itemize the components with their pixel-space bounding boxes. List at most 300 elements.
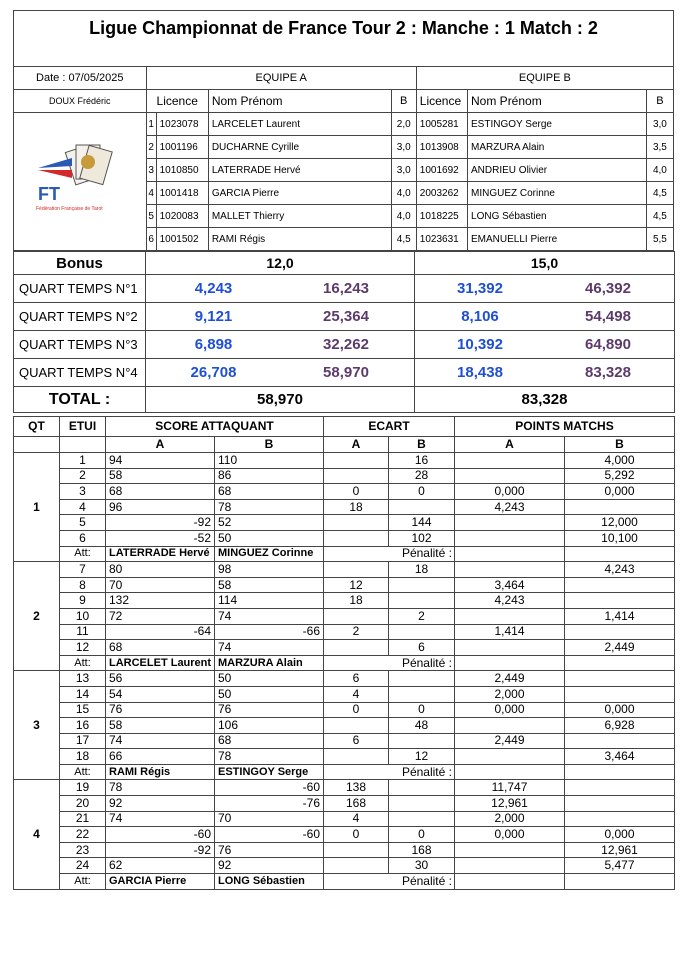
ecart-a-value xyxy=(324,858,389,874)
ecart-b-value: 102 xyxy=(389,530,455,546)
team-a-player-number: 2 xyxy=(146,136,156,159)
etui-number: 16 xyxy=(60,718,106,734)
quarter-label: QUART TEMPS N°4 xyxy=(14,359,146,387)
penalite-b-value xyxy=(565,764,675,780)
etui-row xyxy=(14,640,675,656)
team-b-player-licence: 2003262 xyxy=(416,182,467,205)
team-b-name-header: Nom Prénom xyxy=(468,90,647,113)
ecart-a-value: 18 xyxy=(324,593,389,609)
points-b-value: 12,961 xyxy=(565,842,675,858)
points-b-value: 4,000 xyxy=(565,453,675,469)
team-b-b-header: B xyxy=(646,90,673,113)
etui-row xyxy=(14,515,675,531)
team-a-quarter-cumulative: 25,364 xyxy=(323,308,369,325)
team-a-bonus: 12,0 xyxy=(146,252,415,275)
etui-number: 20 xyxy=(60,796,106,812)
team-b-player-b: 3,0 xyxy=(646,113,673,136)
etui-row xyxy=(14,811,675,827)
points-a-value xyxy=(455,515,565,531)
ecart-a-value: 6 xyxy=(324,733,389,749)
points-a-value: 12,961 xyxy=(455,796,565,812)
team-a-quarter-cumulative: 58,970 xyxy=(323,364,369,381)
score-a-value: 68 xyxy=(106,484,215,500)
team-a-player-number: 6 xyxy=(146,228,156,251)
quarter-number: 1 xyxy=(14,453,60,562)
etui-row xyxy=(14,608,675,624)
attaquant-row xyxy=(14,764,675,780)
team-b-player-licence: 1013908 xyxy=(416,136,467,159)
score-b-value: -66 xyxy=(215,624,324,640)
penalite-label: Pénalité : xyxy=(324,655,455,671)
ecart-b-value xyxy=(389,686,455,702)
team-a-player-name: LARCELET Laurent xyxy=(208,113,391,136)
score-b-value: 50 xyxy=(215,686,324,702)
team-b-quarter-score: 18,438 xyxy=(457,364,503,381)
quarter-row xyxy=(14,331,675,359)
score-b-value: 76 xyxy=(215,842,324,858)
attaquant-row xyxy=(14,655,675,671)
ecart-a-value: 18 xyxy=(324,499,389,515)
etui-row xyxy=(14,827,675,843)
etui-number: 17 xyxy=(60,733,106,749)
etui-row xyxy=(14,530,675,546)
etui-number: 5 xyxy=(60,515,106,531)
score-b-value: 50 xyxy=(215,530,324,546)
etui-number: 12 xyxy=(60,640,106,656)
ecart-a-header: A xyxy=(324,437,389,453)
team-a-player-licence: 1001418 xyxy=(156,182,208,205)
attaquant-a-name: RAMI Régis xyxy=(106,764,215,780)
score-a-value: 68 xyxy=(106,640,215,656)
team-a-b-header: B xyxy=(391,90,416,113)
ecart-b-value xyxy=(389,733,455,749)
points-b-value: 6,928 xyxy=(565,718,675,734)
team-a-player-number: 3 xyxy=(146,159,156,182)
etui-row xyxy=(14,858,675,874)
penalite-label: Pénalité : xyxy=(324,874,455,890)
ecart-b-value: 12 xyxy=(389,749,455,765)
score-a-value: 58 xyxy=(106,468,215,484)
team-a-player-name: MALLET Thierry xyxy=(208,205,391,228)
etui-number: 21 xyxy=(60,811,106,827)
team-a-quarter-cell xyxy=(146,303,415,331)
points-a-value: 3,464 xyxy=(455,577,565,593)
points-b-value xyxy=(565,593,675,609)
team-a-player-name: GARCIA Pierre xyxy=(208,182,391,205)
ecart-a-value: 168 xyxy=(324,796,389,812)
team-a-player-licence: 1010850 xyxy=(156,159,208,182)
team-b-quarter-cumulative: 46,392 xyxy=(585,280,631,297)
etui-number: 19 xyxy=(60,780,106,796)
penalite-label: Pénalité : xyxy=(324,546,455,562)
penalite-label: Pénalité : xyxy=(324,764,455,780)
etui-number: 8 xyxy=(60,577,106,593)
team-b-quarter-cell xyxy=(415,331,675,359)
score-a-value: -92 xyxy=(106,842,215,858)
team-a-player-number: 5 xyxy=(146,205,156,228)
points-b-value xyxy=(565,624,675,640)
ecart-b-value: 30 xyxy=(389,858,455,874)
team-a-player-licence: 1001502 xyxy=(156,228,208,251)
points-a-value: 1,414 xyxy=(455,624,565,640)
ecart-a-value: 0 xyxy=(324,484,389,500)
score-a-value: 70 xyxy=(106,577,215,593)
score-a-value: -92 xyxy=(106,515,215,531)
etui-header: ETUI xyxy=(60,417,106,437)
team-b-player-b: 5,5 xyxy=(646,228,673,251)
penalite-a-value xyxy=(455,546,565,562)
points-a-value xyxy=(455,718,565,734)
team-a-quarter-cell xyxy=(146,331,415,359)
ecart-b-value: 168 xyxy=(389,842,455,858)
etui-number: 6 xyxy=(60,530,106,546)
ecart-a-value xyxy=(324,562,389,578)
ftt-logo xyxy=(32,140,132,230)
team-b-quarter-cell xyxy=(415,303,675,331)
team-b-player-name: ESTINGOY Serge xyxy=(468,113,647,136)
ecart-a-value xyxy=(324,842,389,858)
score-a-header: A xyxy=(106,437,215,453)
points-a-value: 0,000 xyxy=(455,702,565,718)
results-table xyxy=(13,251,675,413)
penalite-b-value xyxy=(565,874,675,890)
etui-row xyxy=(14,796,675,812)
score-b-value: -60 xyxy=(215,780,324,796)
score-b-value: 78 xyxy=(215,499,324,515)
team-a-quarter-score: 4,243 xyxy=(194,280,233,297)
attaquant-a-name: LATERRADE Hervé xyxy=(106,546,215,562)
points-a-value: 2,449 xyxy=(455,733,565,749)
team-b-player-name: ANDRIEU Olivier xyxy=(468,159,647,182)
points-b-value xyxy=(565,577,675,593)
team-a-player-name: LATERRADE Hervé xyxy=(208,159,391,182)
ecart-a-value: 12 xyxy=(324,577,389,593)
ecart-b-value: 16 xyxy=(389,453,455,469)
ecart-a-value xyxy=(324,515,389,531)
points-a-value xyxy=(455,749,565,765)
ecart-b-value xyxy=(389,624,455,640)
team-b-quarter-score: 31,392 xyxy=(457,280,503,297)
team-b-player-name: MARZURA Alain xyxy=(468,136,647,159)
points-b-value xyxy=(565,733,675,749)
score-b-value: 68 xyxy=(215,733,324,749)
ecart-b-value xyxy=(389,811,455,827)
attaquant-b-name: LONG Sébastien xyxy=(215,874,324,890)
points-a-value: 2,000 xyxy=(455,811,565,827)
logo-letters: FT xyxy=(38,184,60,204)
etui-number: 7 xyxy=(60,562,106,578)
score-b-value: 70 xyxy=(215,811,324,827)
team-a-player-b: 4,0 xyxy=(391,182,416,205)
etui-row xyxy=(14,593,675,609)
points-b-value: 5,477 xyxy=(565,858,675,874)
score-a-value: 96 xyxy=(106,499,215,515)
team-a-player-b: 2,0 xyxy=(391,113,416,136)
etui-number: 4 xyxy=(60,499,106,515)
score-b-value: 74 xyxy=(215,608,324,624)
attaquant-a-name: LARCELET Laurent xyxy=(106,655,215,671)
score-b-value: 92 xyxy=(215,858,324,874)
ecart-a-value: 4 xyxy=(324,811,389,827)
penalite-b-value xyxy=(565,655,675,671)
ecart-a-value: 0 xyxy=(324,827,389,843)
ecart-b-value: 48 xyxy=(389,718,455,734)
team-b-licence-header: Licence xyxy=(416,90,467,113)
team-a-player-b: 4,5 xyxy=(391,228,416,251)
match-date: Date : 07/05/2025 xyxy=(14,67,147,90)
team-a-player-number: 1 xyxy=(146,113,156,136)
ecart-b-header: B xyxy=(389,437,455,453)
etui-row xyxy=(14,624,675,640)
team-b-player-b: 3,5 xyxy=(646,136,673,159)
team-b-player-name: EMANUELLI Pierre xyxy=(468,228,647,251)
ecart-b-value: 0 xyxy=(389,702,455,718)
score-a-value: 66 xyxy=(106,749,215,765)
team-a-player-b: 4,0 xyxy=(391,205,416,228)
ecart-b-value xyxy=(389,671,455,687)
score-a-value: 94 xyxy=(106,453,215,469)
score-a-value: 58 xyxy=(106,718,215,734)
score-a-value: -64 xyxy=(106,624,215,640)
points-b-value: 0,000 xyxy=(565,484,675,500)
att-label: Att: xyxy=(60,546,106,562)
ecart-a-value xyxy=(324,608,389,624)
bonus-label: Bonus xyxy=(14,252,146,275)
points-b-value xyxy=(565,780,675,796)
score-a-value: 54 xyxy=(106,686,215,702)
etui-row xyxy=(14,749,675,765)
attaquant-b-name: MARZURA Alain xyxy=(215,655,324,671)
points-a-value: 4,243 xyxy=(455,499,565,515)
team-b-player-b: 4,5 xyxy=(646,205,673,228)
attaquant-a-name: GARCIA Pierre xyxy=(106,874,215,890)
etui-number: 22 xyxy=(60,827,106,843)
att-label: Att: xyxy=(60,764,106,780)
ecart-b-value xyxy=(389,796,455,812)
score-b-value: -76 xyxy=(215,796,324,812)
points-a-value xyxy=(455,453,565,469)
ecart-b-value: 144 xyxy=(389,515,455,531)
points-a-value: 11,747 xyxy=(455,780,565,796)
score-b-value: 50 xyxy=(215,671,324,687)
points-matchs-header: POINTS MATCHS xyxy=(455,417,675,437)
team-b-quarter-score: 10,392 xyxy=(457,336,503,353)
team-a-licence-header: Licence xyxy=(146,90,208,113)
team-b-player-name: MINGUEZ Corinne xyxy=(468,182,647,205)
team-a-quarter-score: 9,121 xyxy=(194,308,233,325)
referee-name: DOUX Frédéric xyxy=(14,90,147,113)
points-a-value: 0,000 xyxy=(455,827,565,843)
quarter-row xyxy=(14,359,675,387)
etui-row xyxy=(14,484,675,500)
team-b-player-licence: 1001692 xyxy=(416,159,467,182)
score-a-value: 92 xyxy=(106,796,215,812)
points-a-value: 0,000 xyxy=(455,484,565,500)
etui-row xyxy=(14,562,675,578)
points-b-value: 1,414 xyxy=(565,608,675,624)
etui-row xyxy=(14,453,675,469)
ecart-a-value: 4 xyxy=(324,686,389,702)
att-label: Att: xyxy=(60,655,106,671)
etui-number: 3 xyxy=(60,484,106,500)
points-a-value xyxy=(455,468,565,484)
etui-row xyxy=(14,686,675,702)
ecart-a-value xyxy=(324,749,389,765)
points-b-header: B xyxy=(565,437,675,453)
team-a-player-licence: 1020083 xyxy=(156,205,208,228)
etui-row xyxy=(14,702,675,718)
quarter-number: 2 xyxy=(14,562,60,671)
team-b-player-licence: 1023631 xyxy=(416,228,467,251)
penalite-a-value xyxy=(455,764,565,780)
total-label: TOTAL : xyxy=(14,387,146,413)
etui-number: 11 xyxy=(60,624,106,640)
team-b-quarter-cell xyxy=(415,359,675,387)
score-a-value: -60 xyxy=(106,827,215,843)
points-a-value: 2,000 xyxy=(455,686,565,702)
score-a-value: 72 xyxy=(106,608,215,624)
team-a-player-number: 4 xyxy=(146,182,156,205)
score-b-value: 74 xyxy=(215,640,324,656)
team-b-quarter-score: 8,106 xyxy=(461,308,499,325)
etui-row xyxy=(14,780,675,796)
team-b-player-licence: 1018225 xyxy=(416,205,467,228)
att-label: Att: xyxy=(60,874,106,890)
ecart-a-value xyxy=(324,468,389,484)
score-b-value: 110 xyxy=(215,453,324,469)
team-a-quarter-cumulative: 16,243 xyxy=(323,280,369,297)
penalite-a-value xyxy=(455,655,565,671)
ecart-a-value xyxy=(324,530,389,546)
team-a-quarter-cumulative: 32,262 xyxy=(323,336,369,353)
score-a-value: -52 xyxy=(106,530,215,546)
etui-number: 23 xyxy=(60,842,106,858)
quarter-number: 4 xyxy=(14,780,60,889)
ecart-b-value xyxy=(389,780,455,796)
score-b-value: 86 xyxy=(215,468,324,484)
points-b-value xyxy=(565,811,675,827)
team-b-name: EQUIPE B xyxy=(416,67,673,90)
score-a-value: 74 xyxy=(106,811,215,827)
points-a-value xyxy=(455,530,565,546)
quarter-label: QUART TEMPS N°2 xyxy=(14,303,146,331)
quarter-label: QUART TEMPS N°1 xyxy=(14,275,146,303)
etui-number: 14 xyxy=(60,686,106,702)
team-b-quarter-cumulative: 64,890 xyxy=(585,336,631,353)
points-b-value: 2,449 xyxy=(565,640,675,656)
score-b-header: B xyxy=(215,437,324,453)
score-a-value: 62 xyxy=(106,858,215,874)
points-b-value: 0,000 xyxy=(565,827,675,843)
etui-row xyxy=(14,577,675,593)
points-a-value xyxy=(455,562,565,578)
ecart-a-value: 0 xyxy=(324,702,389,718)
team-a-name: EQUIPE A xyxy=(146,67,416,90)
penalite-b-value xyxy=(565,546,675,562)
points-a-value xyxy=(455,858,565,874)
score-b-value: 76 xyxy=(215,702,324,718)
attaquant-b-name: ESTINGOY Serge xyxy=(215,764,324,780)
team-b-player-licence: 1005281 xyxy=(416,113,467,136)
team-b-bonus: 15,0 xyxy=(415,252,675,275)
score-a-value: 74 xyxy=(106,733,215,749)
team-b-quarter-cumulative: 54,498 xyxy=(585,308,631,325)
points-b-value: 0,000 xyxy=(565,702,675,718)
team-a-total: 58,970 xyxy=(146,387,415,413)
etui-row xyxy=(14,468,675,484)
ecart-b-value: 28 xyxy=(389,468,455,484)
team-a-quarter-cell xyxy=(146,359,415,387)
team-a-player-name: RAMI Régis xyxy=(208,228,391,251)
team-a-quarter-score: 6,898 xyxy=(194,336,233,353)
points-a-value xyxy=(455,608,565,624)
ecart-a-value xyxy=(324,718,389,734)
ecart-b-value: 0 xyxy=(389,827,455,843)
etui-number: 24 xyxy=(60,858,106,874)
ecart-a-value: 6 xyxy=(324,671,389,687)
score-attaquant-header: SCORE ATTAQUANT xyxy=(106,417,324,437)
team-a-quarter-cell xyxy=(146,275,415,303)
ecart-b-value xyxy=(389,577,455,593)
score-b-value: 98 xyxy=(215,562,324,578)
team-a-player-b: 3,0 xyxy=(391,136,416,159)
points-a-value: 2,449 xyxy=(455,671,565,687)
team-b-player-name: LONG Sébastien xyxy=(468,205,647,228)
page-title: Ligue Championnat de France Tour 2 : Manche : 1 Match : 2 xyxy=(13,10,674,67)
quarter-number: 3 xyxy=(14,671,60,780)
points-b-value: 12,000 xyxy=(565,515,675,531)
ecart-b-value: 0 xyxy=(389,484,455,500)
ecart-b-value: 6 xyxy=(389,640,455,656)
points-b-value xyxy=(565,499,675,515)
score-a-value: 80 xyxy=(106,562,215,578)
points-a-value xyxy=(455,842,565,858)
points-a-value: 4,243 xyxy=(455,593,565,609)
score-a-value: 78 xyxy=(106,780,215,796)
etui-row xyxy=(14,718,675,734)
score-b-value: 106 xyxy=(215,718,324,734)
team-b-quarter-cumulative: 83,328 xyxy=(585,364,631,381)
ecart-b-value xyxy=(389,499,455,515)
scores-table xyxy=(13,416,675,890)
ecart-a-value xyxy=(324,640,389,656)
team-a-player-licence: 1001196 xyxy=(156,136,208,159)
points-b-value: 3,464 xyxy=(565,749,675,765)
team-a-name-header: Nom Prénom xyxy=(208,90,391,113)
ecart-b-value: 2 xyxy=(389,608,455,624)
score-a-value: 132 xyxy=(106,593,215,609)
ecart-b-value xyxy=(389,593,455,609)
ecart-a-value: 138 xyxy=(324,780,389,796)
quarter-label: QUART TEMPS N°3 xyxy=(14,331,146,359)
attaquant-row xyxy=(14,874,675,890)
team-b-player-b: 4,5 xyxy=(646,182,673,205)
qt-header: QT xyxy=(14,417,60,437)
team-b-quarter-cell xyxy=(415,275,675,303)
etui-number: 15 xyxy=(60,702,106,718)
points-b-value xyxy=(565,671,675,687)
logo-caption: Fédération Française de Tarot xyxy=(36,206,103,212)
points-b-value: 5,292 xyxy=(565,468,675,484)
etui-row xyxy=(14,733,675,749)
ecart-a-value: 2 xyxy=(324,624,389,640)
score-b-value: 78 xyxy=(215,749,324,765)
score-b-value: -60 xyxy=(215,827,324,843)
ecart-header: ECART xyxy=(324,417,455,437)
etui-number: 1 xyxy=(60,453,106,469)
player-row xyxy=(14,113,674,136)
ecart-a-value xyxy=(324,453,389,469)
